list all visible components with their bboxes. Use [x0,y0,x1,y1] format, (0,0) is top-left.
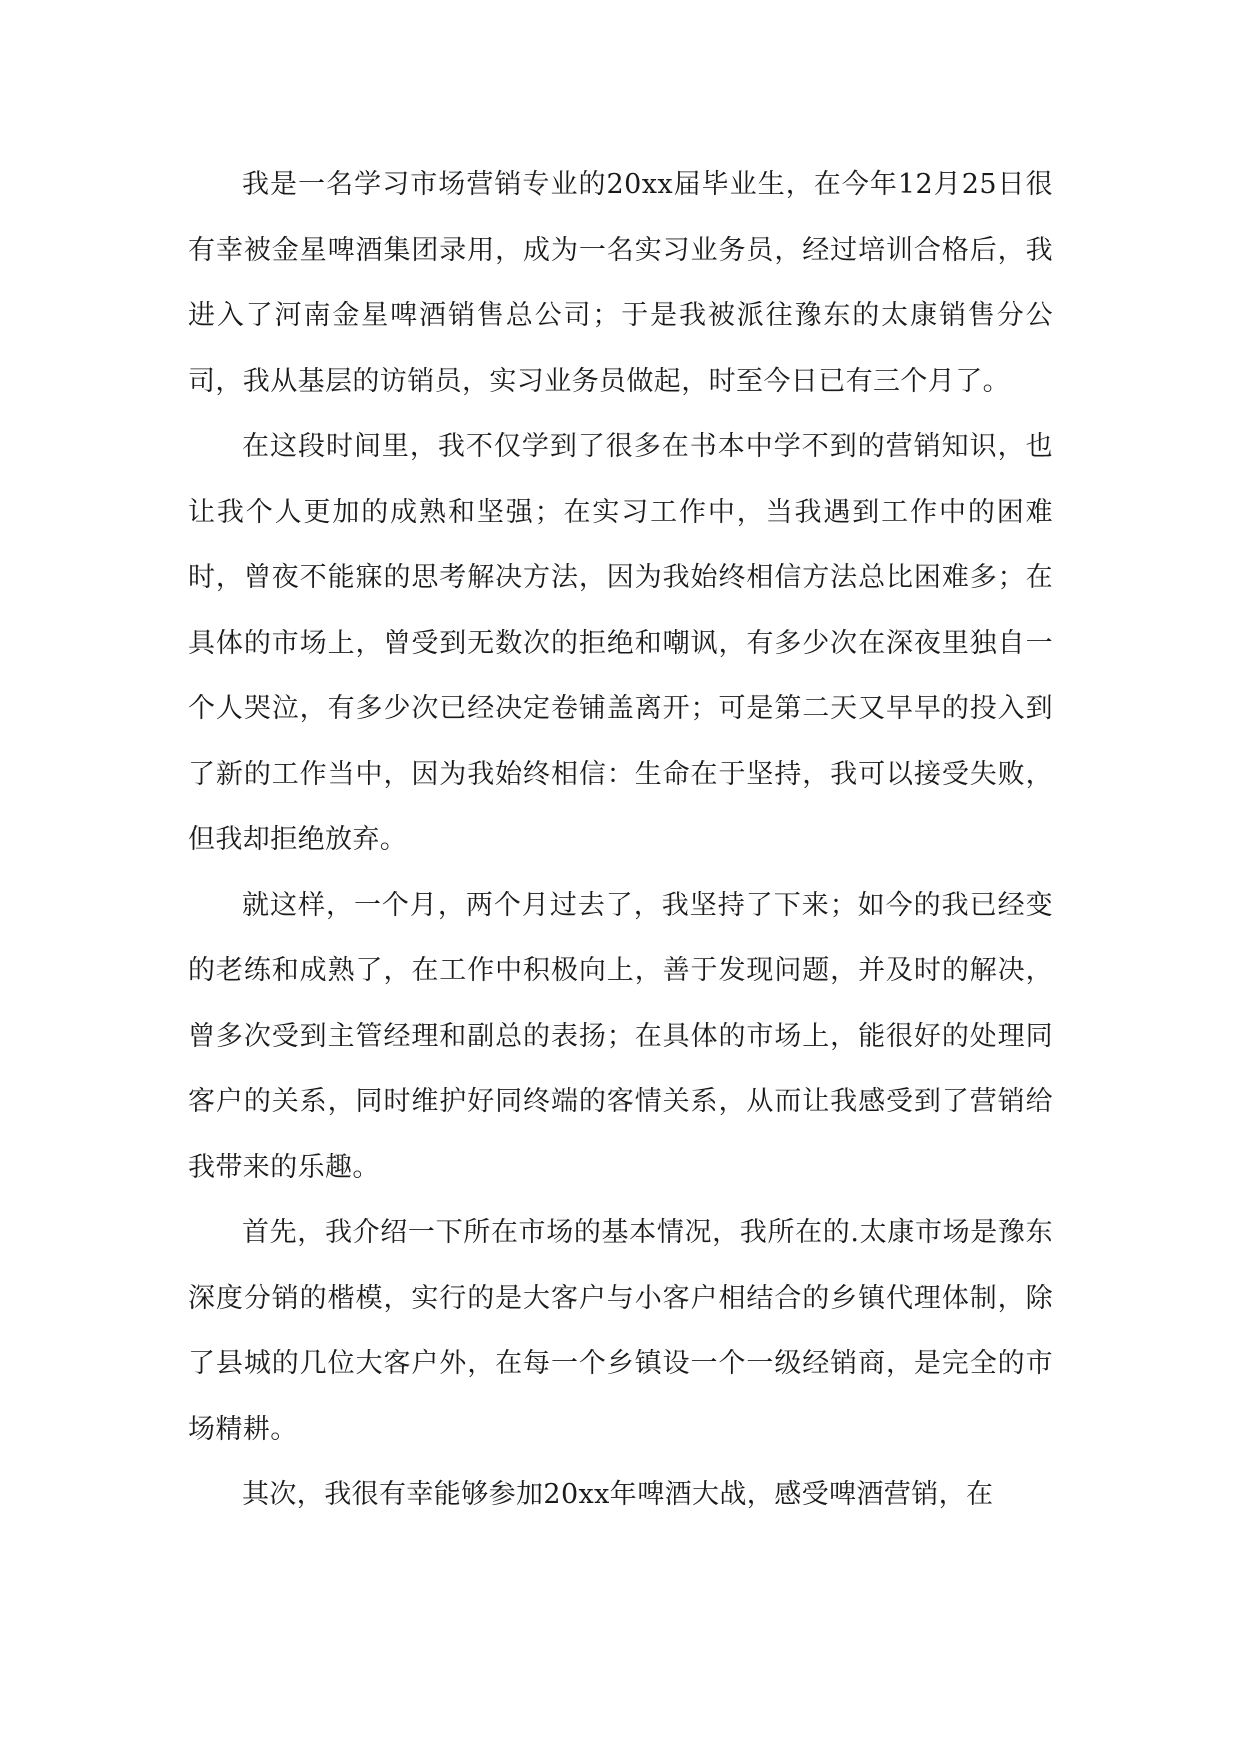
paragraph-5: 其次，我很有幸能够参加20xx年啤酒大战，感受啤酒营销，在 [242,1479,994,1510]
paragraph-1: 我是一名学习市场营销专业的20xx届毕业生，在今年12月25日很有幸被金星啤酒集团录用，成为一名实习业务员，经过培训合格后，我进入了河南金星啤酒销售总公司；于是我被派往豫东的太康销售分公司，我从基层的访销员，实习业务员做起，时至今日已有三个月了。 [188,169,1053,397]
document-body [188,152,1053,1528]
paragraph-3: 就这样，一个月，两个月过去了，我坚持了下来；如今的我已经变的老练和成熟了，在工作中积极向上，善于发现问题，并及时的解决，曾多次受到主管经理和副总的表扬；在具体的市场上，能很好的处理同客户的关系，同时维护好同终端的客情关系，从而让我感受到了营销给我带来的乐趣。 [188,889,1053,1183]
paragraph-2: 在这段时间里，我不仅学到了很多在书本中学不到的营销知识，也让我个人更加的成熟和坚强；在实习工作中，当我遇到工作中的困难时，曾夜不能寐的思考解决方法，因为我始终相信方法总比困难多；在具体的市场上，曾受到无数次的拒绝和嘲讽，有多少次在深夜里独自一个人哭泣，有多少次已经决定卷铺盖离开；可是第二天又早早的投入到了新的工作当中，因为我始终相信：生命在于坚持，我可以接受失败，但我却拒绝放弃。 [188,431,1053,855]
paragraph-4: 首先，我介绍一下所在市场的基本情况，我所在的.太康市场是豫东深度分销的楷模，实行的是大客户与小客户相结合的乡镇代理体制，除了县城的几位大客户外，在每一个乡镇设一个一级经销商，是完全的市场精耕。 [188,1217,1053,1445]
